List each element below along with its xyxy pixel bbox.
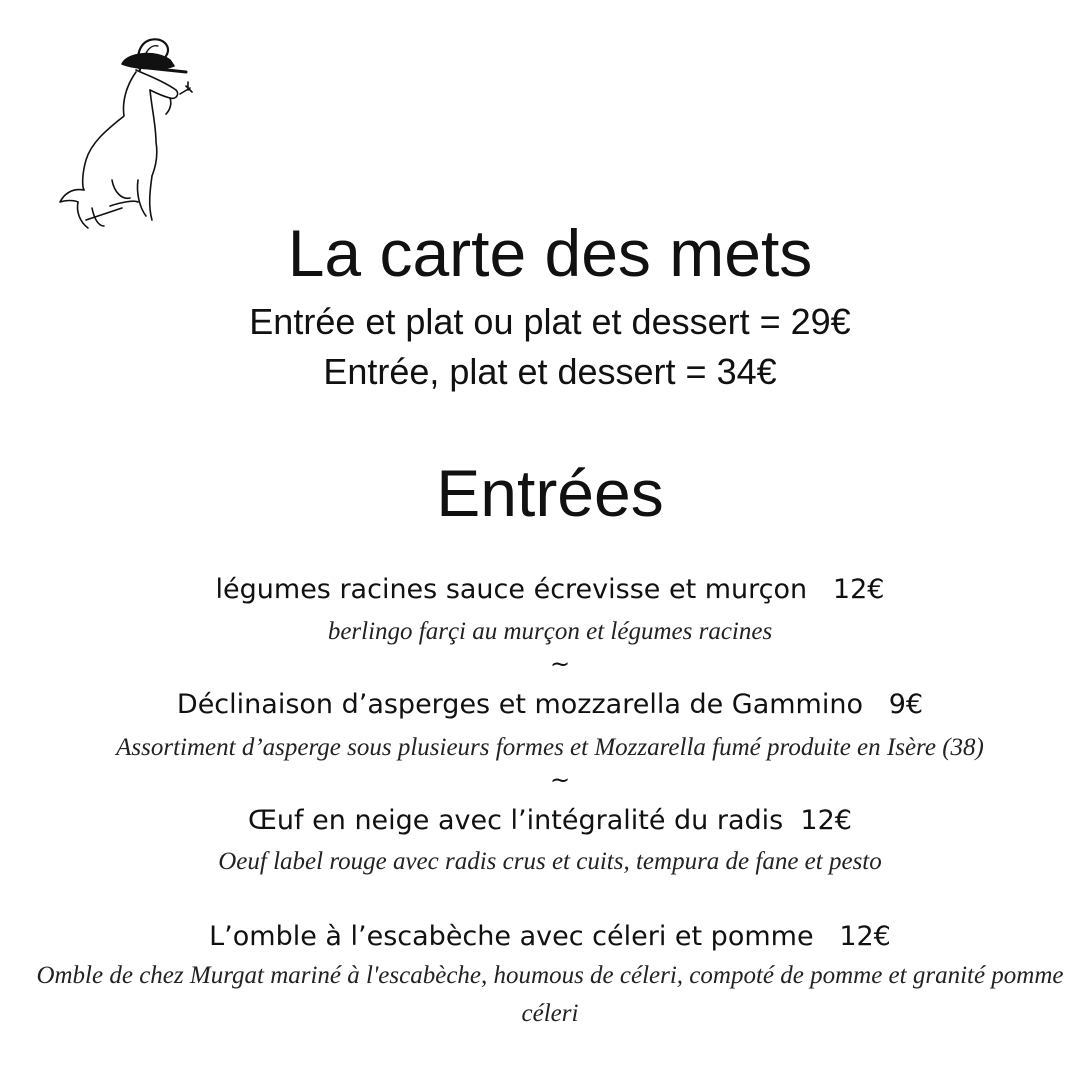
dish-description: Omble de chez Murgat mariné à l'escabèche, houmous de céleri, compoté de pomme et granité pomme céleri (36, 962, 1064, 1027)
dish-item (0, 804, 1080, 838)
tilde-separator: ~ (549, 650, 571, 678)
dish-name: Œuf en neige avec l’intégralité du radis (248, 805, 784, 836)
dish-item (0, 573, 1080, 607)
dish-name: L’omble à l’escabèche avec céleri et pomme (209, 921, 814, 952)
dish-description: Oeuf label rouge avec radis crus et cuits, tempura de fane et pesto (218, 848, 882, 875)
formula-price-two-courses: Entrée et plat ou plat et dessert = 29€ (249, 301, 851, 342)
dish-price: 9€ (888, 689, 924, 720)
dish-description: berlingo farçi au murçon et légumes racines (327, 618, 773, 645)
dish-price: 12€ (839, 921, 891, 952)
tilde-separator: ~ (549, 766, 571, 794)
section-title-entrees: Entrées (436, 456, 664, 530)
dish-price: 12€ (832, 574, 885, 605)
dish-description: Assortiment d’asperge sous plusieurs formes et Mozzarella fumé produite en Isère (38) (116, 734, 984, 761)
dish-name: Déclinaison d’asperges et mozzarella de Gammino (176, 689, 863, 720)
dish-name: légumes racines sauce écrevisse et murçon (215, 574, 808, 605)
dish-price: 12€ (800, 805, 852, 836)
ibex-logo-icon (52, 30, 202, 230)
formula-price-three-courses: Entrée, plat et dessert = 34€ (323, 351, 777, 392)
dish-item (0, 920, 1080, 954)
menu-title: La carte des mets (287, 216, 813, 290)
dish-item (0, 688, 1080, 722)
